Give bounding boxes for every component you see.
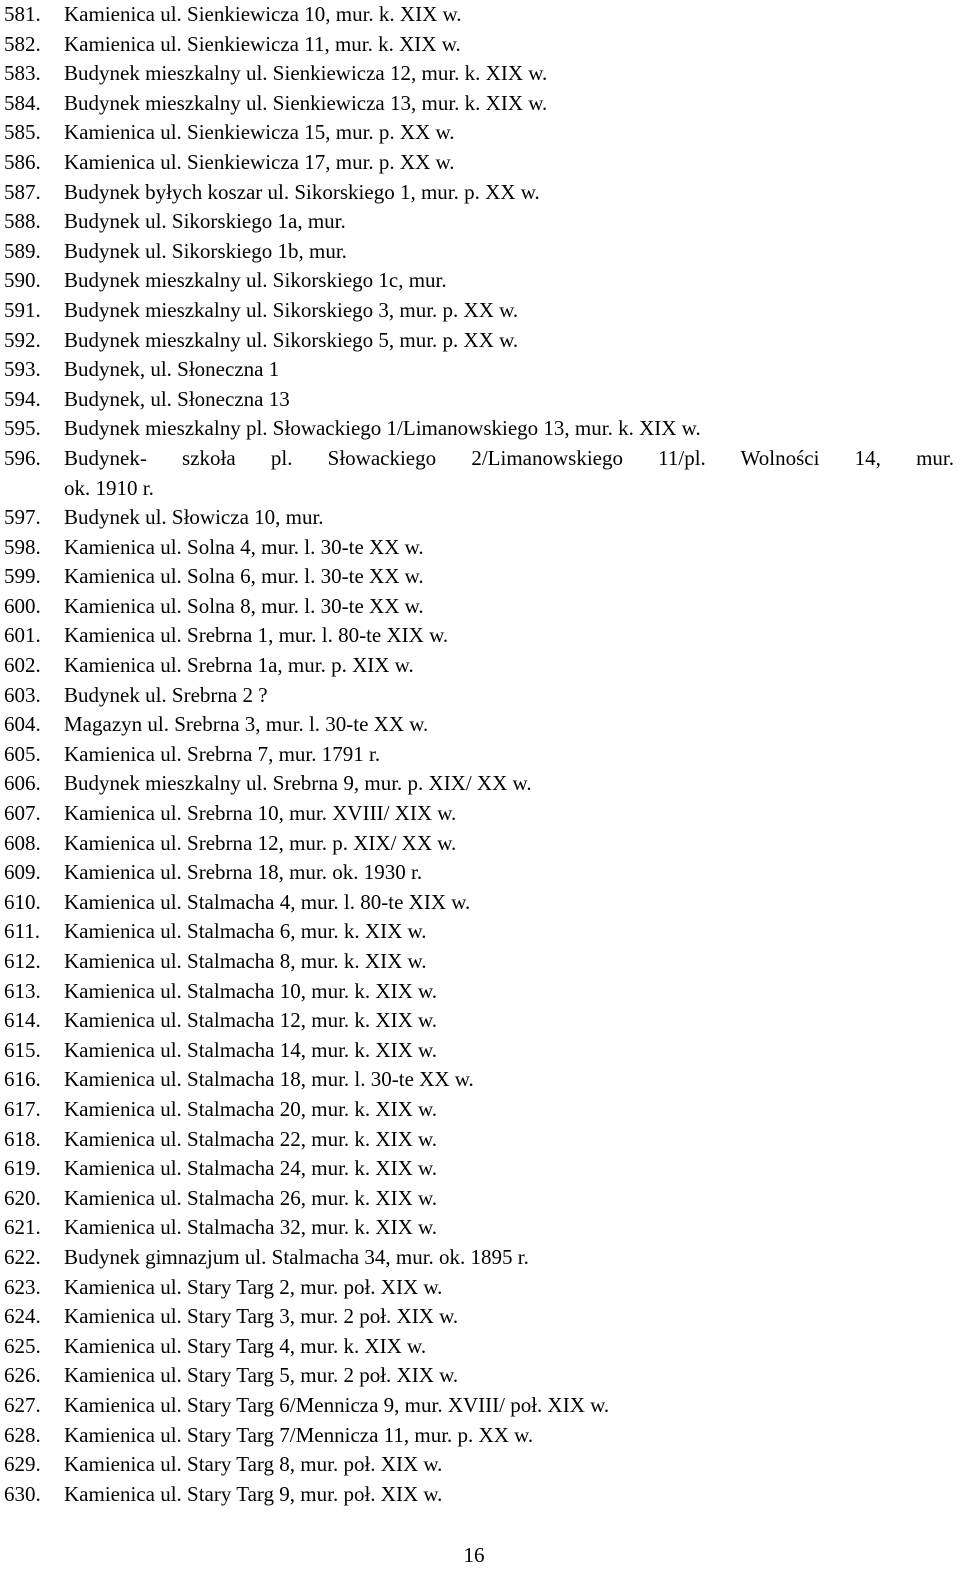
list-item (0, 1065, 960, 1095)
list-item (0, 1036, 960, 1066)
item-text: Kamienica ul. Stary Targ 6/Mennicza 9, mur. XVIII/ poł. XIX w. (64, 1392, 610, 1417)
item-text: Budynek mieszkalny ul. Srebrna 9, mur. p. XIX/ XX w. (64, 771, 532, 796)
item-number: 587. (4, 179, 41, 204)
list-item (0, 178, 960, 208)
item-text: Kamienica ul. Stary Targ 7/Mennicza 11, mur. p. XX w. (64, 1422, 534, 1447)
item-text: Budynek ul. Sikorskiego 1b, mur. (64, 238, 347, 263)
list-item (0, 59, 960, 89)
list-item (0, 917, 960, 947)
item-text: ok. 1910 r. (64, 475, 154, 500)
list-item (0, 681, 960, 711)
item-text: Kamienica ul. Srebrna 12, mur. p. XIX/ XX w. (64, 830, 457, 855)
item-number: 616. (4, 1067, 41, 1092)
item-text: Kamienica ul. Stary Targ 8, mur. poł. XIX w. (64, 1452, 443, 1477)
item-number: 592. (4, 327, 41, 352)
list-item (0, 326, 960, 356)
item-number: 584. (4, 90, 41, 115)
item-text: Magazyn ul. Srebrna 3, mur. l. 30-te XX w. (64, 712, 429, 737)
item-number: 596. (4, 445, 41, 470)
list-item (0, 1006, 960, 1036)
item-text: Kamienica ul. Stalmacha 20, mur. k. XIX w. (64, 1096, 438, 1121)
item-number: 593. (4, 357, 41, 382)
list-item (0, 1450, 960, 1480)
list-item (0, 769, 960, 799)
item-number: 617. (4, 1096, 41, 1121)
page-number: 16 (463, 1543, 485, 1567)
item-text: Budynek byłych koszar ul. Sikorskiego 1, mur. p. XX w. (64, 179, 540, 204)
item-text: Kamienica ul. Srebrna 18, mur. ok. 1930 r. (64, 860, 423, 885)
list-item (0, 710, 960, 740)
list-item-continuation (0, 474, 960, 504)
list-item (0, 1302, 960, 1332)
list-item (0, 1391, 960, 1421)
item-text: Kamienica ul. Stary Targ 3, mur. 2 poł. XIX w. (64, 1304, 459, 1329)
list-item (0, 503, 960, 533)
item-number: 612. (4, 949, 41, 973)
list-item (0, 562, 960, 592)
item-number: 591. (4, 297, 41, 322)
list-item (0, 1213, 960, 1243)
list-item (0, 30, 960, 60)
item-text: Budynek mieszkalny ul. Sikorskiego 3, mur. p. XX w. (64, 297, 519, 322)
item-number: 597. (4, 505, 41, 530)
item-number: 610. (4, 889, 41, 914)
item-number: 603. (4, 682, 41, 707)
item-text: Budynek mieszkalny pl. Słowackiego 1/Limanowskiego 13, mur. k. XIX w. (64, 416, 701, 441)
item-number: 623. (4, 1274, 41, 1299)
list-item (0, 266, 960, 296)
item-number: 628. (4, 1422, 41, 1447)
item-number: 629. (4, 1452, 41, 1477)
item-number: 604. (4, 712, 41, 737)
item-text: Kamienica ul. Stalmacha 10, mur. k. XIX w. (64, 978, 438, 1003)
list-item (0, 1421, 960, 1451)
item-text: Kamienica ul. Stary Targ 5, mur. 2 poł. XIX w. (64, 1363, 459, 1388)
list-item (0, 1125, 960, 1155)
item-number: 619. (4, 1156, 41, 1181)
list-item (0, 533, 960, 563)
item-text: Kamienica ul. Solna 4, mur. l. 30-te XX w. (64, 534, 424, 559)
list-item (0, 1480, 960, 1510)
item-text: Kamienica ul. Solna 8, mur. l. 30-te XX w. (64, 593, 424, 618)
list-item (0, 118, 960, 148)
item-number: 589. (4, 238, 41, 263)
list-item (0, 89, 960, 119)
list-item (0, 592, 960, 622)
list-item (0, 740, 960, 770)
item-number: 625. (4, 1333, 41, 1358)
item-text: Kamienica ul. Sienkiewicza 17, mur. p. XX w. (64, 149, 455, 174)
item-text: Kamienica ul. Stary Targ 2, mur. poł. XIX w. (64, 1274, 443, 1299)
list-item (0, 799, 960, 829)
item-text: Kamienica ul. Sienkiewicza 10, mur. k. XIX w. (64, 2, 462, 26)
item-text: Budynek- szkoła pl. Słowackiego 2/Limanowskiego 11/pl. Wolności 14, mur. (64, 445, 954, 470)
list-item (0, 444, 960, 474)
list-item (0, 858, 960, 888)
item-text: Kamienica ul. Stalmacha 24, mur. k. XIX w. (64, 1156, 438, 1181)
item-number: 605. (4, 741, 41, 766)
list-item (0, 148, 960, 178)
item-text: Budynek ul. Słowicza 10, mur. (64, 505, 324, 530)
item-number: 630. (4, 1481, 41, 1506)
item-text: Budynek, ul. Słoneczna 1 (64, 357, 280, 382)
item-text: Kamienica ul. Srebrna 10, mur. XVIII/ XIX w. (64, 801, 457, 826)
item-text: Kamienica ul. Stalmacha 18, mur. l. 30-te XX w. (64, 1067, 474, 1092)
list-item (0, 1184, 960, 1214)
item-text: Kamienica ul. Stalmacha 14, mur. k. XIX w. (64, 1037, 438, 1062)
list-item (0, 1154, 960, 1184)
item-number: 585. (4, 120, 41, 145)
list-item (0, 296, 960, 326)
item-number: 615. (4, 1037, 41, 1062)
list-item (0, 414, 960, 444)
item-number: 606. (4, 771, 41, 796)
list-item (0, 977, 960, 1007)
item-text: Kamienica ul. Srebrna 1a, mur. p. XIX w. (64, 653, 414, 678)
item-number: 594. (4, 386, 41, 411)
item-number: 595. (4, 416, 41, 441)
item-text: Kamienica ul. Stalmacha 4, mur. l. 80-te XIX w. (64, 889, 471, 914)
item-number: 608. (4, 830, 41, 855)
item-text: Budynek ul. Srebrna 2 ? (64, 682, 268, 707)
item-number: 627. (4, 1392, 41, 1417)
item-text: Kamienica ul. Stalmacha 8, mur. k. XIX w. (64, 949, 427, 973)
item-number: 611. (4, 919, 40, 944)
item-number: 607. (4, 801, 41, 826)
list-item (0, 1095, 960, 1125)
item-text: Kamienica ul. Solna 6, mur. l. 30-te XX w. (64, 564, 424, 589)
item-text: Kamienica ul. Stalmacha 26, mur. k. XIX w. (64, 1185, 438, 1210)
item-number: 586. (4, 149, 41, 174)
item-number: 613. (4, 978, 41, 1003)
item-number: 590. (4, 268, 41, 293)
list-item (0, 237, 960, 267)
item-text: Kamienica ul. Sienkiewicza 15, mur. p. XX w. (64, 120, 455, 145)
item-text: Budynek gimnazjum ul. Stalmacha 34, mur. ok. 1895 r. (64, 1244, 529, 1269)
list-item (0, 1332, 960, 1362)
item-text: Budynek, ul. Słoneczna 13 (64, 386, 290, 411)
item-number: 614. (4, 1008, 41, 1033)
list-item (0, 0, 960, 30)
item-text: Kamienica ul. Stalmacha 6, mur. k. XIX w. (64, 919, 427, 944)
item-number: 583. (4, 61, 41, 86)
item-number: 588. (4, 209, 41, 234)
item-number: 599. (4, 564, 41, 589)
item-text: Budynek mieszkalny ul. Sienkiewicza 12, mur. k. XIX w. (64, 61, 548, 86)
item-text: Kamienica ul. Srebrna 1, mur. l. 80-te XIX w. (64, 623, 449, 648)
item-text: Kamienica ul. Stary Targ 9, mur. poł. XIX w. (64, 1481, 443, 1506)
item-number: 601. (4, 623, 41, 648)
item-text: Budynek ul. Sikorskiego 1a, mur. (64, 209, 346, 234)
item-number: 620. (4, 1185, 41, 1210)
list-item (0, 621, 960, 651)
item-text: Kamienica ul. Sienkiewicza 11, mur. k. XIX w. (64, 31, 461, 56)
item-number: 598. (4, 534, 41, 559)
list-item (0, 385, 960, 415)
item-number: 581. (4, 2, 41, 26)
item-text: Kamienica ul. Stalmacha 32, mur. k. XIX w. (64, 1215, 438, 1240)
item-number: 609. (4, 860, 41, 885)
item-text: Kamienica ul. Stalmacha 12, mur. k. XIX w. (64, 1008, 438, 1033)
item-text: Kamienica ul. Stary Targ 4, mur. k. XIX w. (64, 1333, 427, 1358)
list-item (0, 355, 960, 385)
item-text: Kamienica ul. Srebrna 7, mur. 1791 r. (64, 741, 381, 766)
item-text: Budynek mieszkalny ul. Sienkiewicza 13, mur. k. XIX w. (64, 90, 548, 115)
item-text: Budynek mieszkalny ul. Sikorskiego 1c, mur. (64, 268, 447, 293)
item-number: 622. (4, 1244, 41, 1269)
list-item (0, 1361, 960, 1391)
item-number: 618. (4, 1126, 41, 1151)
list-item (0, 1243, 960, 1273)
list-item (0, 207, 960, 237)
item-text: Budynek mieszkalny ul. Sikorskiego 5, mur. p. XX w. (64, 327, 519, 352)
item-number: 600. (4, 593, 41, 618)
list-item (0, 947, 960, 977)
item-text: Kamienica ul. Stalmacha 22, mur. k. XIX w. (64, 1126, 438, 1151)
list-item (0, 1273, 960, 1303)
item-number: 582. (4, 31, 41, 56)
item-number: 602. (4, 653, 41, 678)
list-item (0, 829, 960, 859)
item-number: 624. (4, 1304, 41, 1329)
list-item (0, 651, 960, 681)
item-number: 621. (4, 1215, 41, 1240)
item-number: 626. (4, 1363, 41, 1388)
list-item (0, 888, 960, 918)
